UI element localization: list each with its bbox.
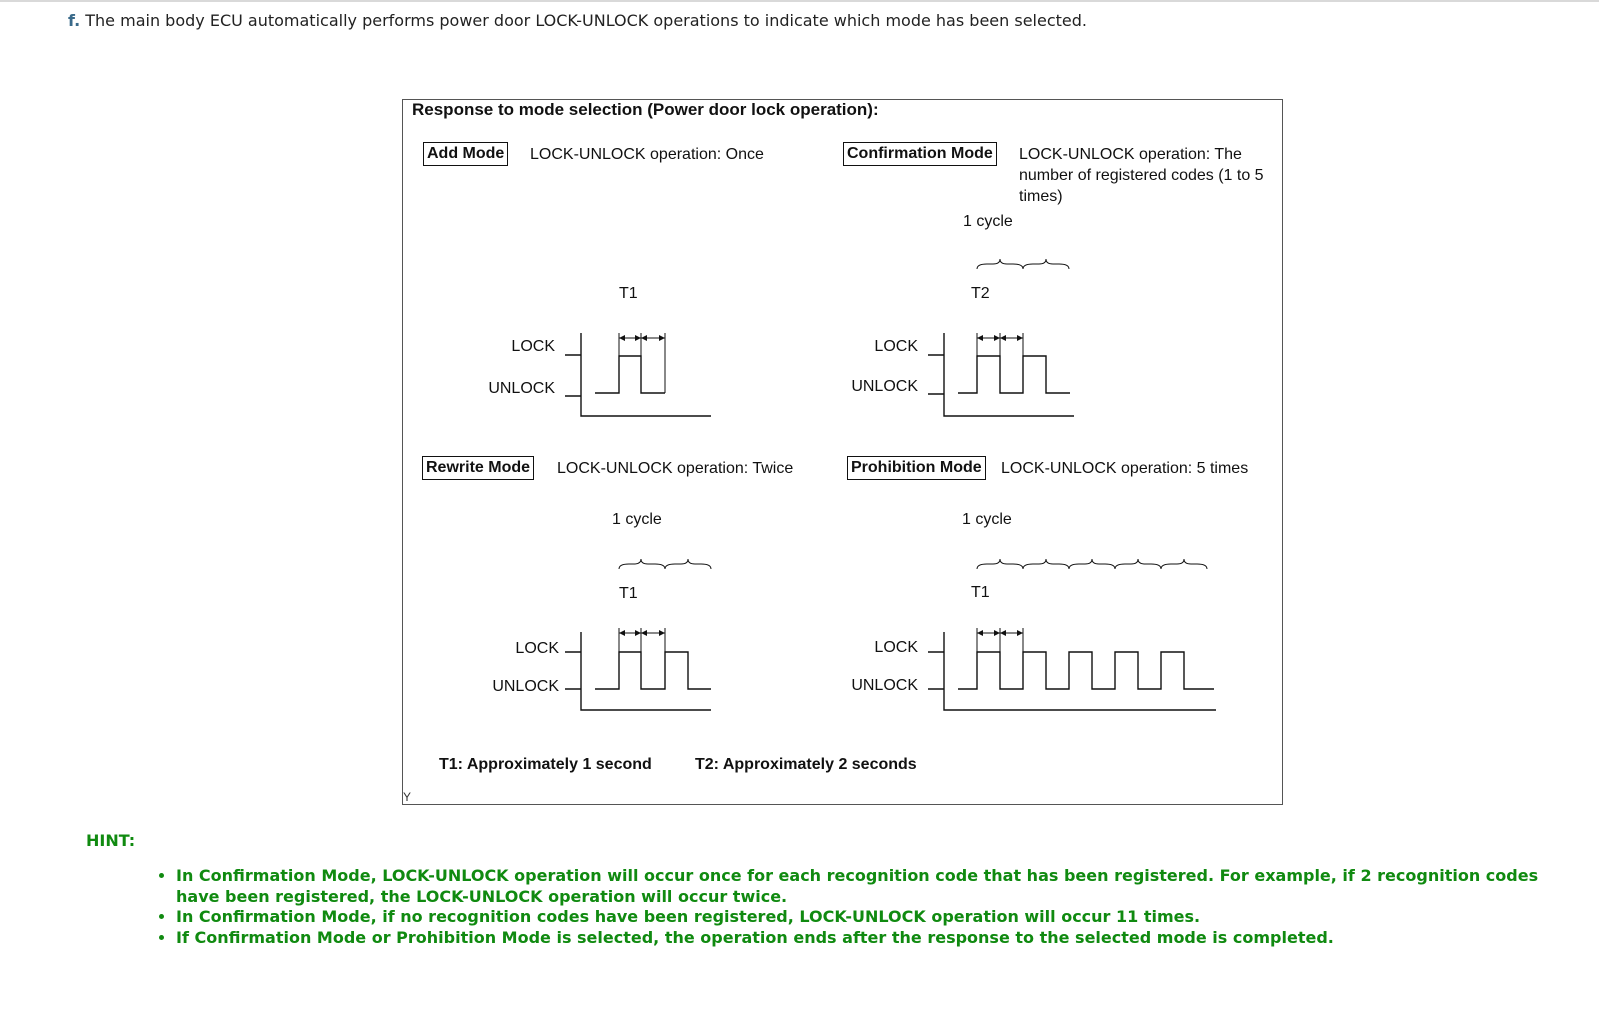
rewrite-mode-guides [619, 628, 665, 689]
confirmation-mode-box: Confirmation Mode [843, 142, 997, 166]
confirmation-mode-unlock-label: UNLOCK [851, 378, 918, 395]
prohibition-mode-lock-label: LOCK [874, 639, 918, 656]
rewrite-mode-cycle-label: 1 cycle [612, 511, 662, 528]
figure-title: Response to mode selection (Power door lock operation): [412, 100, 879, 119]
confirmation-mode-cycle-label: 1 cycle [963, 213, 1013, 230]
add-mode-operation: LOCK-UNLOCK operation: Once [530, 146, 764, 163]
confirm-mode-ticks [928, 355, 944, 394]
add-mode-lock-label: LOCK [511, 338, 555, 355]
rewrite-mode-cycle-brace [619, 559, 665, 569]
add-mode-ticks [565, 355, 581, 396]
prohibition-mode-unlock-label: UNLOCK [851, 677, 918, 694]
add-mode-pulse [595, 356, 665, 393]
legend-t2: T2: Approximately 2 seconds [695, 756, 917, 773]
step-text: The main body ECU automatically performs power door LOCK-UNLOCK operations to indicate which mode has been selected. [85, 11, 1087, 30]
prohibition-mode-cycle-brace-2 [1023, 559, 1069, 569]
figure-corner-mark: Y [403, 790, 412, 804]
confirm-mode-cycle-brace-2 [1023, 259, 1069, 269]
add-mode-guides [619, 333, 665, 393]
prohibition-mode-cycle-brace-4 [1115, 559, 1161, 569]
add-mode-axes [581, 333, 711, 416]
prohibition-mode-cycle-brace-5 [1161, 559, 1207, 569]
prohibition-mode-cycle-brace-1 [977, 559, 1023, 569]
confirm-mode-pulses [958, 356, 1070, 393]
prohibition-mode-timing-label: T1 [971, 584, 990, 601]
add-mode-box: Add Mode [423, 142, 508, 166]
rewrite-mode-operation: LOCK-UNLOCK operation: Twice [557, 460, 794, 477]
top-divider [0, 0, 1599, 2]
legend-t1: T1: Approximately 1 second [439, 756, 652, 773]
confirmation-mode-operation: LOCK-UNLOCK operation: The number of registered codes (1 to 5 times) [1019, 146, 1264, 205]
rewrite-mode-timing-label: T1 [619, 585, 638, 602]
rewrite-mode-ticks [565, 652, 581, 689]
rewrite-mode-pulses [595, 652, 711, 689]
confirmation-mode-lock-label: LOCK [874, 338, 918, 355]
hint-title: HINT: [86, 831, 136, 850]
prohibition-mode-ticks [928, 652, 944, 689]
confirm-mode-cycle-brace [977, 259, 1023, 269]
add-mode-timing-label: T1 [619, 285, 638, 302]
prohibition-mode-cycle-brace-3 [1069, 559, 1115, 569]
step-f [68, 11, 1087, 30]
prohibition-mode-box: Prohibition Mode [847, 456, 986, 480]
confirm-mode-axes [944, 333, 1074, 416]
rewrite-mode-cycle-brace-2 [665, 559, 711, 569]
prohibition-mode-cycle-label: 1 cycle [962, 511, 1012, 528]
prohibition-mode-pulses [958, 652, 1214, 689]
add-mode-unlock-label: UNLOCK [488, 380, 555, 397]
confirmation-mode-timing-label: T2 [971, 285, 990, 302]
hint-item: • In Confirmation Mode, if no recognition codes have been registered, LOCK-UNLOCK operation will occur 11 times. [176, 907, 1586, 928]
step-letter: f. [68, 11, 81, 30]
hint-item: • If Confirmation Mode or Prohibition Mode is selected, the operation ends after the response to the selected mode is completed. [176, 928, 1586, 949]
rewrite-mode-unlock-label: UNLOCK [492, 678, 559, 695]
mode-response-figure [402, 99, 1283, 805]
rewrite-mode-lock-label: LOCK [515, 640, 559, 657]
rewrite-mode-box: Rewrite Mode [422, 456, 534, 480]
hint-list [156, 866, 1586, 948]
rewrite-mode-axes [581, 632, 711, 710]
prohibition-mode-axes [944, 632, 1216, 710]
prohibition-mode-operation: LOCK-UNLOCK operation: 5 times [1001, 460, 1249, 477]
hint-item: • In Confirmation Mode, LOCK-UNLOCK operation will occur once for each recognition code that has been registered. For example, if 2 recognition codes have been registered, the LOCK-UNLOCK operation will occur twice. [176, 866, 1586, 907]
